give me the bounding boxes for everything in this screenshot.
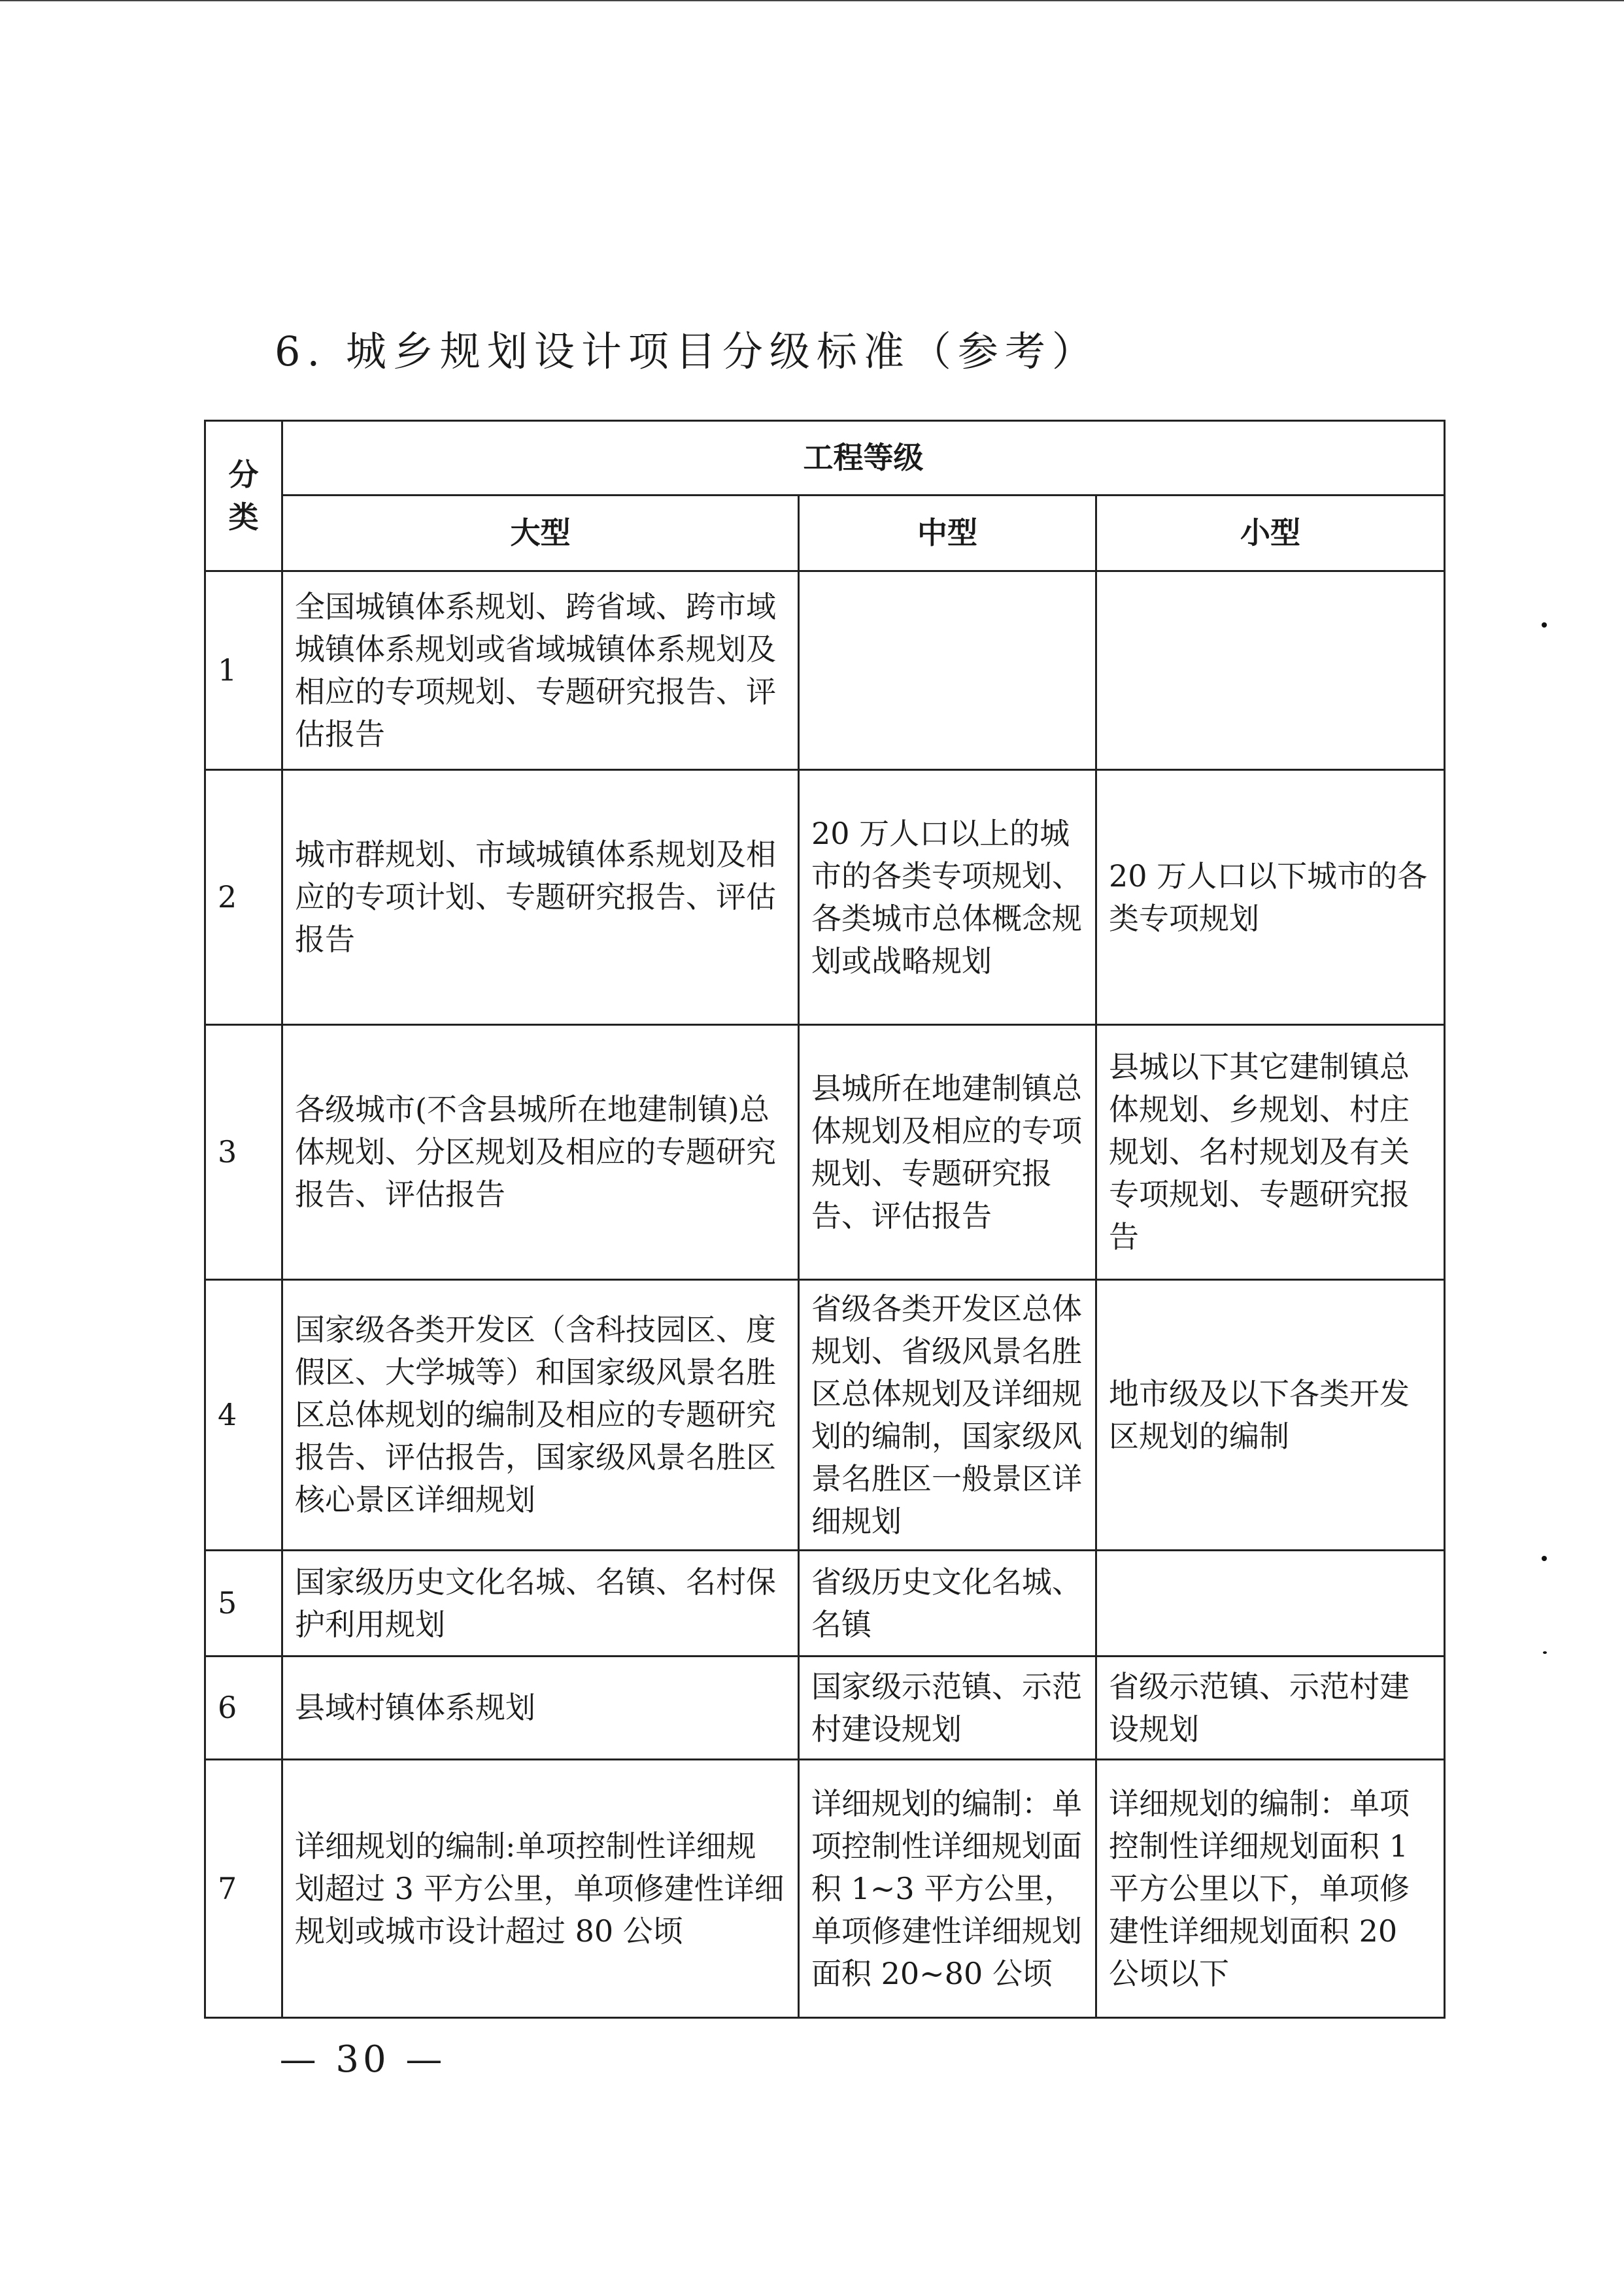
row-number: 6 [205,1657,282,1760]
cell-large: 城市群规划、市域城镇体系规划及相应的专项计划、专题研究报告、评估报告 [282,770,799,1025]
table-row [205,1760,1445,2018]
table-row [205,1551,1445,1657]
cell-small [1096,1551,1445,1657]
cell-small [1096,571,1445,770]
table-row [205,1025,1445,1280]
cell-large: 国家级各类开发区（含科技园区、度假区、大学城等）和国家级风景名胜区总体规划的编制及相应的专题研究报告、评估报告，国家级风景名胜区核心景区详细规划 [282,1280,799,1551]
cell-small: 县城以下其它建制镇总体规划、乡规划、村庄规划、名村规划及有关专项规划、专题研究报告 [1096,1025,1445,1280]
page-number: — 30 — [279,2038,447,2081]
cell-small: 地市级及以下各类开发区规划的编制 [1096,1280,1445,1551]
cell-medium [799,571,1096,770]
cell-large: 县域村镇体系规划 [282,1657,799,1760]
row-number: 2 [205,770,282,1025]
column-header-small: 小型 [1096,496,1445,571]
grading-table [204,420,1446,2019]
table-row [205,1280,1445,1551]
table-row [205,571,1445,770]
row-number: 1 [205,571,282,770]
class-header: 分 类 [205,421,282,571]
cell-large: 国家级历史文化名城、名镇、名村保护利用规划 [282,1551,799,1657]
table-row [205,770,1445,1025]
page-title: 6. 城乡规划设计项目分级标准（参考） [275,328,1099,375]
cell-medium: 国家级示范镇、示范村建设规划 [799,1657,1096,1760]
scan-speck [1542,1556,1547,1561]
column-header-medium: 中型 [799,496,1096,571]
row-number: 4 [205,1280,282,1551]
cell-small: 20 万人口以下城市的各类专项规划 [1096,770,1445,1025]
cell-medium: 县城所在地建制镇总体规划及相应的专项规划、专题研究报告、评估报告 [799,1025,1096,1280]
cell-small: 详细规划的编制：单项控制性详细规划面积 1 平方公里以下，单项修建性详细规划面积 20 公顷以下 [1096,1760,1445,2018]
cell-small: 省级示范镇、示范村建设规划 [1096,1657,1445,1760]
cell-medium: 省级历史文化名城、名镇 [799,1551,1096,1657]
scan-speck [1542,622,1547,628]
row-number: 7 [205,1760,282,2018]
scan-top-edge [0,0,1624,1]
cell-medium: 省级各类开发区总体规划、省级风景名胜区总体规划及详细规划的编制，国家级风景名胜区一般景区详细规划 [799,1280,1096,1551]
row-number: 3 [205,1025,282,1280]
table-row [205,1657,1445,1760]
cell-medium: 20 万人口以上的城市的各类专项规划、各类城市总体概念规划或战略规划 [799,770,1096,1025]
row-number: 5 [205,1551,282,1657]
cell-large: 各级城市(不含县城所在地建制镇)总体规划、分区规划及相应的专题研究报告、评估报告 [282,1025,799,1280]
cell-medium: 详细规划的编制：单项控制性详细规划面积 1~3 平方公里，单项修建性详细规划面积 20~80 公顷 [799,1760,1096,2018]
scan-speck [1543,1651,1547,1654]
cell-large: 详细规划的编制:单项控制性详细规划超过 3 平方公里，单项修建性详细规划或城市设计超过 80 公顷 [282,1760,799,2018]
column-header-large: 大型 [282,496,799,571]
cell-large: 全国城镇体系规划、跨省域、跨市域城镇体系规划或省域城镇体系规划及相应的专项规划、专题研究报告、评估报告 [282,571,799,770]
grade-header: 工程等级 [282,421,1445,496]
